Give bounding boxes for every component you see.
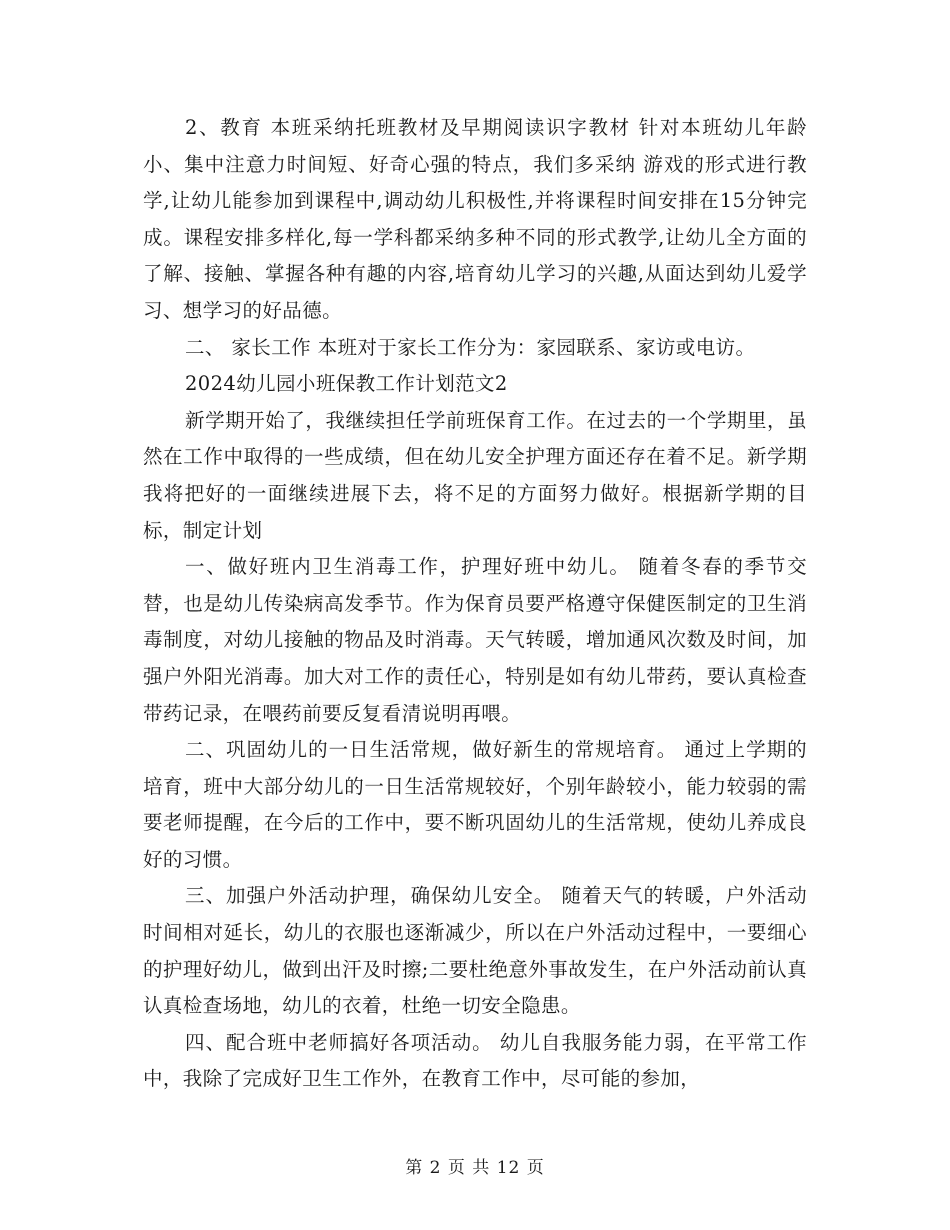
paragraph-intro: 新学期开始了，我继续担任学前班保育工作。在过去的一个学期里，虽然在工作中取得的一些成绩，但在幼儿安全护理方面还存在着不足。新学期我将把好的一面继续进展下去，将不足的方面努力做好。根据新学期的目标，制定计划 bbox=[143, 408, 807, 542]
paragraph-education: 2、教育 本班采纳托班教材及早期阅读识字教材 针对本班幼儿年龄小、集中注意力时间短、好奇心强的特点，我们多采纳 游戏的形式进行教学,让幼儿能参加到课程中,调动幼儿积极性,并将课程时间安排在15分钟完成。课程安排多样化,每一学科都采纳多种不同的形式教学,让幼儿全方面的了解、接触、掌握各种有趣的内容,培育幼儿学习的兴趣,从面达到幼儿爱学习、想学习的好品德。 bbox=[143, 116, 807, 322]
paragraph-routine: 二、巩固幼儿的一日生活常规，做好新生的常规培育。 通过上学期的培育，班中大部分幼儿的一日生活常规较好，个别年龄较小，能力较弱的需要老师提醒，在今后的工作中，要不断巩固幼儿的生活常规，使幼儿养成良好的习惯。 bbox=[143, 738, 807, 871]
section-heading: 2024幼儿园小班保教工作计划范文2 bbox=[185, 372, 508, 396]
paragraph-hygiene: 一、做好班内卫生消毒工作，护理好班中幼儿。 随着冬春的季节交替，也是幼儿传染病高发季节。作为保育员要严格遵守保健医制定的卫生消毒制度，对幼儿接触的物品及时消毒。天气转暖，增加通风次数及时间，加强户外阳光消毒。加大对工作的责任心，特别是如有幼儿带药，要认真检查带药记录，在喂药前要反复看清说明再喂。 bbox=[143, 555, 807, 725]
document-body bbox=[143, 110, 807, 1098]
paragraph-activities: 四、配合班中老师搞好各项活动。 幼儿自我服务能力弱，在平常工作中，我除了完成好卫生工作外，在教育工作中，尽可能的参加， bbox=[143, 1030, 807, 1091]
page-number-footer: 第 2 页 共 12 页 bbox=[405, 1158, 545, 1178]
paragraph-parent-work: 二、 家长工作 本班对于家长工作分为：家园联系、家访或电访。 bbox=[185, 335, 756, 359]
paragraph-outdoor-safety: 三、加强户外活动护理，确保幼儿安全。 随着天气的转暖，户外活动时间相对延长，幼儿的衣服也逐渐减少，所以在户外活动过程中，一要细心的护理好幼儿，做到出汗及时擦;二要杜绝意外事故发生，在户外活动前认真认真检查场地，幼儿的衣着，杜绝一切安全隐患。 bbox=[143, 884, 807, 1018]
